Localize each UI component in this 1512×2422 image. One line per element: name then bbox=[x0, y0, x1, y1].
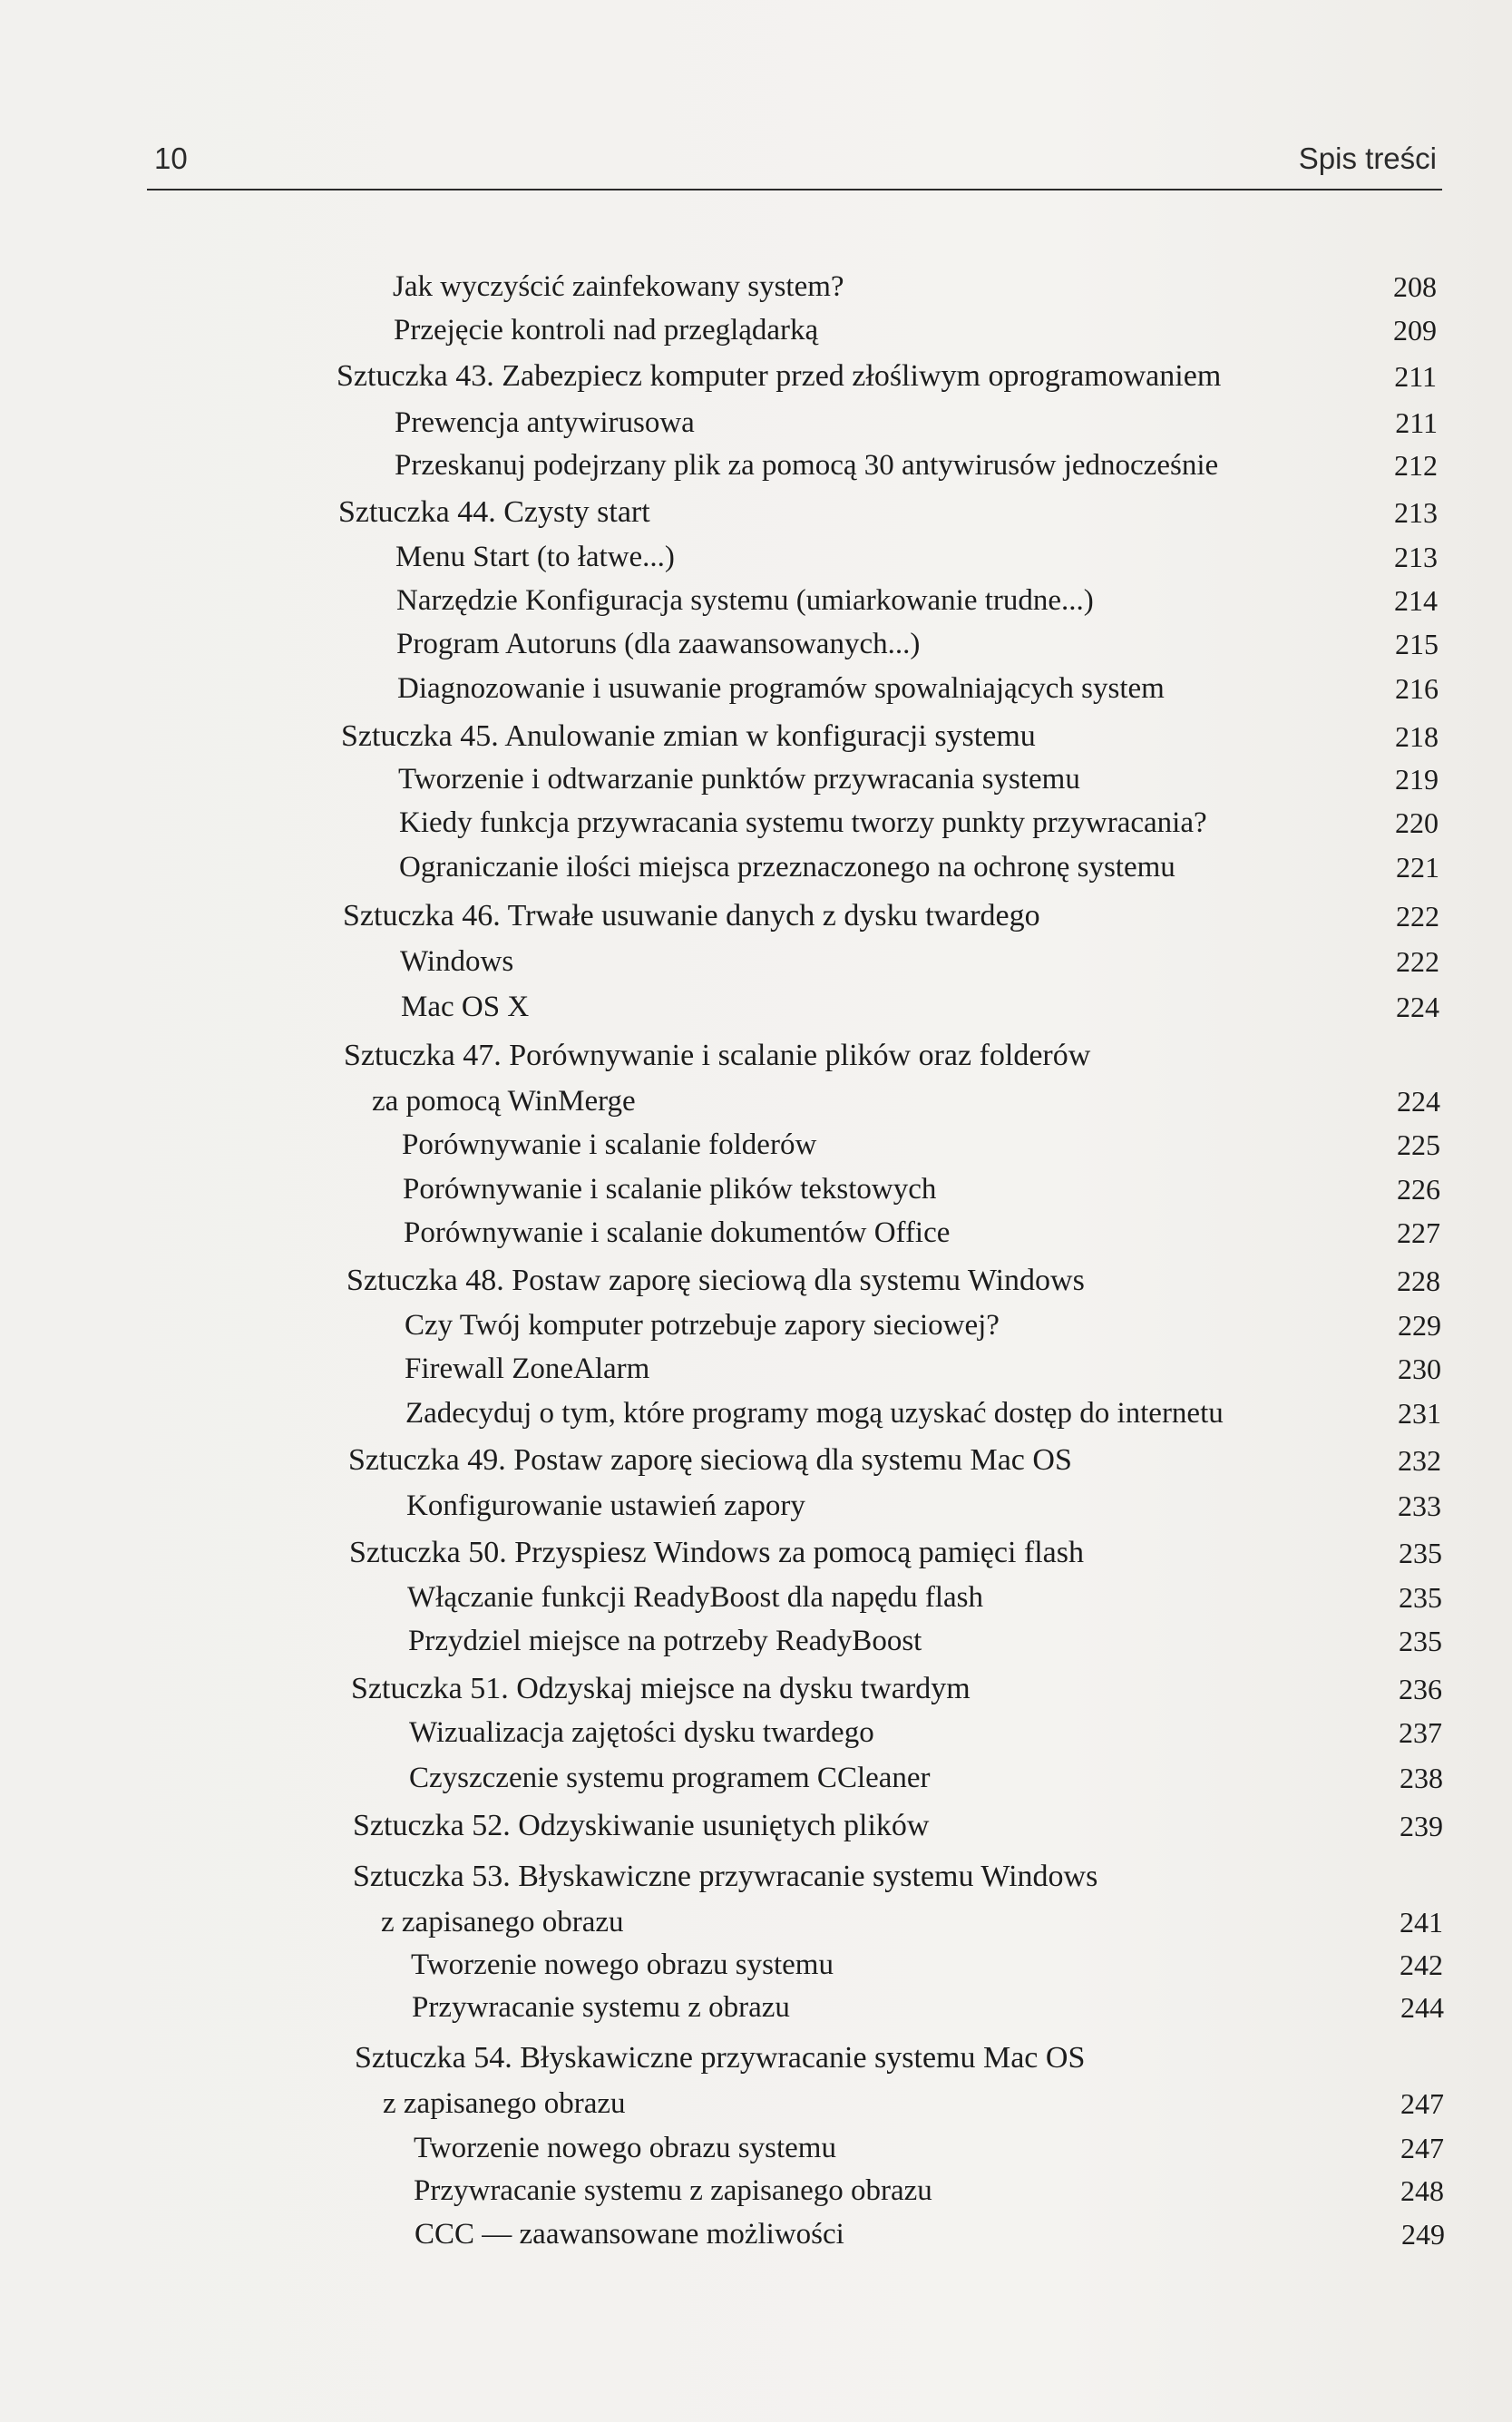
toc-page-number: 235 bbox=[1399, 1625, 1442, 1657]
toc-page-number: 225 bbox=[1397, 1128, 1440, 1161]
toc-chapter-entry: Sztuczka 48. Postaw zaporę sieciową dla systemu Windows bbox=[346, 1264, 1085, 1297]
toc-subentry: Tworzenie nowego obrazu systemu bbox=[414, 2132, 836, 2164]
toc-subentry: Narzędzie Konfiguracja systemu (umiarkowanie trudne...) bbox=[396, 584, 1094, 617]
toc-page-number: 215 bbox=[1395, 628, 1439, 660]
toc-subentry: Czyszczenie systemu programem CCleaner bbox=[409, 1762, 931, 1794]
toc-chapter-entry: Sztuczka 47. Porównywanie i scalanie plików oraz folderów bbox=[344, 1039, 1091, 1072]
toc-subentry: Menu Start (to łatwe...) bbox=[395, 541, 675, 573]
toc-page-number: 237 bbox=[1399, 1716, 1442, 1749]
toc-subentry: Ograniczanie ilości miejsca przeznaczonego na ochronę systemu bbox=[399, 851, 1175, 884]
toc-page-number: 232 bbox=[1398, 1444, 1441, 1477]
toc-page-number: 211 bbox=[1395, 406, 1438, 439]
toc-chapter-entry: Sztuczka 54. Błyskawiczne przywracanie systemu Mac OS bbox=[355, 2041, 1086, 2075]
toc-page-number: 224 bbox=[1396, 991, 1439, 1023]
page-number: 10 bbox=[154, 142, 188, 175]
toc-page-number: 222 bbox=[1396, 900, 1439, 933]
toc-page-number: 244 bbox=[1400, 1991, 1444, 2024]
toc-subentry: Diagnozowanie i usuwanie programów spowalniających system bbox=[397, 672, 1165, 705]
toc-chapter-entry: Sztuczka 43. Zabezpiecz komputer przed złośliwym oprogramowaniem bbox=[337, 359, 1222, 393]
toc-subentry: z zapisanego obrazu bbox=[381, 1906, 624, 1939]
toc-chapter-entry: Sztuczka 51. Odzyskaj miejsce na dysku twardym bbox=[351, 1672, 971, 1705]
toc-page-number: 226 bbox=[1397, 1173, 1440, 1206]
toc-subentry: Konfigurowanie ustawień zapory bbox=[406, 1489, 805, 1522]
toc-page-number: 248 bbox=[1400, 2174, 1444, 2207]
toc-page-number: 247 bbox=[1400, 2087, 1444, 2120]
toc-page-number: 228 bbox=[1397, 1265, 1440, 1297]
toc-subentry: Porównywanie i scalanie plików tekstowych bbox=[403, 1173, 937, 1206]
toc-subentry: Porównywanie i scalanie folderów bbox=[402, 1128, 817, 1161]
toc-subentry: za pomocą WinMerge bbox=[372, 1085, 636, 1118]
toc-page-number: 220 bbox=[1395, 806, 1439, 839]
toc-page-number: 209 bbox=[1393, 314, 1437, 347]
toc-subentry: Mac OS X bbox=[401, 991, 530, 1023]
toc-page-number: 218 bbox=[1395, 720, 1439, 753]
toc-subentry: Przejęcie kontroli nad przeglądarką bbox=[394, 314, 819, 347]
toc-subentry: Przeskanuj podejrzany plik za pomocą 30 antywirusów jednocześnie bbox=[395, 449, 1219, 482]
toc-page-number: 222 bbox=[1396, 945, 1439, 978]
toc-page-number: 230 bbox=[1398, 1353, 1441, 1385]
toc-subentry: z zapisanego obrazu bbox=[383, 2087, 626, 2120]
toc-subentry: Włączanie funkcji ReadyBoost dla napędu flash bbox=[407, 1581, 984, 1614]
toc-subentry: Wizualizacja zajętości dysku twardego bbox=[409, 1716, 874, 1749]
toc-chapter-entry: Sztuczka 44. Czysty start bbox=[338, 495, 650, 529]
toc-subentry: Program Autoruns (dla zaawansowanych...) bbox=[396, 628, 921, 660]
toc-page-number: 235 bbox=[1399, 1537, 1442, 1569]
toc-page-number: 233 bbox=[1398, 1489, 1441, 1522]
toc-subentry: Windows bbox=[400, 945, 514, 978]
toc-chapter-entry: Sztuczka 53. Błyskawiczne przywracanie systemu Windows bbox=[353, 1860, 1098, 1893]
toc-page-number: 242 bbox=[1400, 1948, 1443, 1981]
toc-page-number: 238 bbox=[1400, 1762, 1443, 1794]
toc-page-number: 241 bbox=[1400, 1906, 1443, 1939]
toc-subentry: Firewall ZoneAlarm bbox=[405, 1353, 650, 1385]
toc-page-number: 208 bbox=[1393, 270, 1437, 303]
toc-subentry: Czy Twój komputer potrzebuje zapory sieciowej? bbox=[405, 1309, 1000, 1342]
toc-subentry: Przywracanie systemu z zapisanego obrazu bbox=[414, 2174, 932, 2207]
toc-subentry: Zadecyduj o tym, które programy mogą uzyskać dostęp do internetu bbox=[405, 1397, 1224, 1430]
toc-page-number: 247 bbox=[1400, 2132, 1444, 2164]
toc-chapter-entry: Sztuczka 49. Postaw zaporę sieciową dla systemu Mac OS bbox=[348, 1443, 1072, 1477]
toc-subentry: Tworzenie nowego obrazu systemu bbox=[411, 1948, 834, 1981]
toc-subentry: Tworzenie i odtwarzanie punktów przywracania systemu bbox=[398, 763, 1080, 796]
toc-page-number: 219 bbox=[1395, 763, 1439, 796]
toc-page-number: 213 bbox=[1394, 541, 1438, 573]
toc-page-number: 213 bbox=[1394, 496, 1438, 529]
toc-subentry: CCC — zaawansowane możliwości bbox=[415, 2218, 844, 2251]
toc-page-number: 236 bbox=[1399, 1673, 1442, 1705]
toc-page-number: 229 bbox=[1398, 1309, 1441, 1342]
toc-page-number: 216 bbox=[1395, 672, 1439, 705]
toc-page-number: 235 bbox=[1399, 1581, 1442, 1614]
toc-page-number: 239 bbox=[1400, 1810, 1443, 1842]
section-title: Spis treści bbox=[1298, 142, 1437, 175]
toc-page-number: 211 bbox=[1394, 360, 1437, 393]
toc-subentry: Kiedy funkcja przywracania systemu tworzy punkty przywracania? bbox=[399, 806, 1207, 839]
toc-chapter-entry: Sztuczka 52. Odzyskiwanie usuniętych plików bbox=[353, 1809, 930, 1842]
toc-page-number: 212 bbox=[1394, 449, 1438, 482]
toc-chapter-entry: Sztuczka 45. Anulowanie zmian w konfiguracji systemu bbox=[341, 719, 1036, 753]
toc-page-number: 249 bbox=[1401, 2218, 1445, 2251]
toc-subentry: Jak wyczyścić zainfekowany system? bbox=[393, 270, 844, 303]
toc-page-number: 227 bbox=[1397, 1216, 1440, 1249]
toc-subentry: Przywracanie systemu z obrazu bbox=[412, 1991, 790, 2024]
toc-page-number: 214 bbox=[1394, 584, 1438, 617]
toc-subentry: Porównywanie i scalanie dokumentów Office bbox=[404, 1216, 951, 1249]
toc-page-number: 224 bbox=[1397, 1085, 1440, 1118]
toc-subentry: Prewencja antywirusowa bbox=[395, 406, 695, 439]
toc-page-number: 221 bbox=[1396, 851, 1439, 884]
toc-page-number: 231 bbox=[1398, 1397, 1441, 1430]
toc-chapter-entry: Sztuczka 46. Trwałe usuwanie danych z dysku twardego bbox=[343, 899, 1040, 933]
toc-chapter-entry: Sztuczka 50. Przyspiesz Windows za pomocą pamięci flash bbox=[349, 1536, 1084, 1569]
toc-subentry: Przydziel miejsce na potrzeby ReadyBoost bbox=[408, 1625, 922, 1657]
